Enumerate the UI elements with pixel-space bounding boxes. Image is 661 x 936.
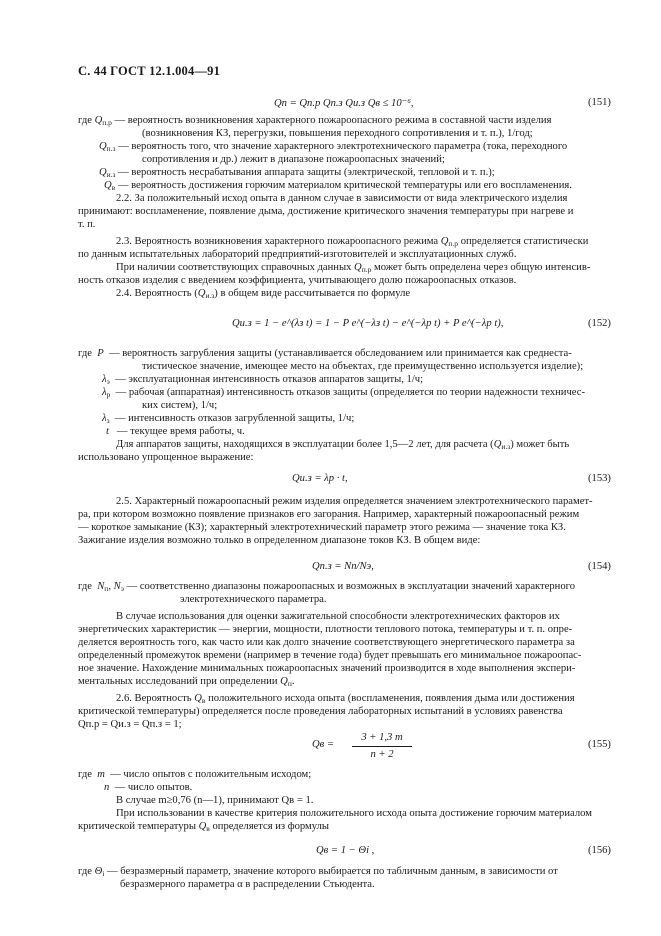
text-line: сопротивления и др.) лежит в диапазоне пожароопасных значений; — [142, 154, 445, 165]
equation-151: Qп = Qп.р Qп.з Qи.з Qв ≤ 10⁻⁶, — [274, 98, 414, 109]
text-line: критической температуры $Q_в$ определяется из формулы — [78, 821, 329, 833]
equation-152: Qи.з = 1 − e^(λз t) = 1 − P e^(−λз t) − e^(−λр t) + P e^(−λр t), — [232, 318, 504, 329]
equation-153: Qи.з = λр · t, — [292, 473, 348, 484]
equation-156: Qв = 1 − Θi , — [316, 845, 375, 856]
text-line: 2.3. Вероятность возникновения характерного пожароопасного режима $Q_{п.р}$ определяется статистически — [116, 236, 589, 248]
text-line: $\lambda_э$ — эксплуатационная интенсивность отказов аппаратов защиты, 1/ч; — [102, 374, 424, 386]
text-line: где P — вероятность загрубления защиты (устанавливается обследованием или принимается как среднеста- — [78, 348, 572, 359]
text-line: ность отказов изделия с введением коэффициента, учитывающего долю пожароопасных отказов. — [78, 275, 517, 286]
equation-154: Qп.з = Nп/Nэ, — [312, 561, 374, 572]
text-line: 2.4. Вероятность $(Q_{и.з})$ в общем виде рассчитывается по формуле — [116, 288, 411, 300]
text-line: деляется вероятность того, как часто или как долго значение соответствующего энергетического параметра за — [78, 637, 575, 648]
text-line: В случае m≥0,76 (n—1), принимают Qв = 1. — [116, 795, 314, 806]
text-line: n — число опытов. — [104, 782, 193, 793]
text-line: (возникновения КЗ, перегрузки, повышения переходного сопротивления и т. п.), 1/год; — [142, 128, 533, 139]
text-line: безразмерного параметра α в распределении Стьюдента. — [120, 879, 375, 890]
text-line: критической температуры) определяется после проведения лабораторных испытаний в условиях равенства — [78, 706, 563, 717]
text-line: Для аппаратов защиты, находящихся в эксплуатации более 1,5—2 лет, для расчета $(Q_{и.з})$ может быть — [116, 439, 570, 451]
text-line: t — текущее время работы, ч. — [106, 426, 245, 437]
text-line: принимают: воспламенение, появление дыма, достижение критического значения температуры при нагреве и — [78, 206, 574, 217]
text-line: 2.2. За положительный исход опыта в данном случае в зависимости от вида электрического изделия — [116, 193, 568, 204]
text-line: Зажигание изделия возможно только в определенном диапазоне токов КЗ. В общем виде: — [78, 535, 481, 546]
text-line: Qп.р = Qи.з = Qп.з = 1; — [78, 719, 182, 730]
text-line: где $Q_{п.р}$ — вероятность возникновения характерного пожароопасного режима в составной части изделия — [78, 115, 552, 127]
text-line: т. п. — [78, 219, 96, 230]
text-line: $Q_в$ — вероятность достижения горючим материалом критической температуры или его воспламенения. — [104, 180, 572, 192]
text-line: При использовании в качестве критерия положительного исхода опыта достижение горючим материалом — [116, 808, 592, 819]
equation-number-153: (153) — [588, 473, 611, 484]
text-line: ное значение. Нахождение минимальных пожароопасных значений производится в ходе выполнения экспери- — [78, 663, 576, 674]
text-line: При наличии соответствующих справочных данных $Q_{п.р}$ может быть определена через общую интенсив- — [116, 262, 591, 274]
text-line: по данным испытательных лабораторий предприятий-изготовителей и эксплуатационных служб. — [78, 249, 517, 260]
equation-number-155: (155) — [588, 739, 611, 750]
fraction-bar — [352, 746, 412, 747]
text-line: ких систем), 1/ч; — [142, 400, 218, 411]
equation-155-denominator: n + 2 — [370, 749, 394, 760]
equation-number-152: (152) — [588, 318, 611, 329]
text-line: использовано упрощенное выражение: — [78, 452, 254, 463]
text-line: ра, при котором возможно появление признаков его загорания. Например, характерный пожароопасный режим — [78, 509, 580, 520]
text-line: определенный промежуток времени (например в течение года) будет превышать его минимальное пожароопас- — [78, 650, 582, 661]
text-line: $Q_{п.з}$ — вероятность того, что значение характерного электротехнического параметра (тока, переходного — [99, 141, 568, 153]
text-line: где m — число опытов с положительным исходом; — [78, 769, 312, 780]
text-line: В случае использования для оценки зажигательной способности электротехнических факторов их — [116, 611, 560, 622]
text-line: 2.5. Характерный пожароопасный режим изделия определяется значением электротехнического парамет- — [116, 496, 593, 507]
text-line: ментальных исследований при определении $Q_п$. — [78, 676, 295, 688]
equation-155-lhs: Qв = — [312, 739, 335, 750]
equation-number-154: (154) — [588, 561, 611, 572]
text-line: $Q_{и.з}$ — вероятность несрабатывания аппарата защиты (электрической, тепловой и т. п.); — [99, 167, 495, 179]
text-line: энергетических характеристик — энергии, мощности, плотности теплового потока, температуры и т. п. опре- — [78, 624, 573, 635]
equation-number-151: (151) — [588, 97, 611, 108]
text-line: где $N_п$, $N_э$ — соответственно диапазоны пожароопасных и возможных в эксплуатации значений характерного — [78, 581, 575, 593]
text-line: — короткое замыкание (КЗ); характерный электротехнический параметр этого режима — значение тока КЗ. — [78, 522, 566, 533]
text-line: где $\Theta_i$ — безразмерный параметр, значение которого выбирается по табличным данным, в зависимости от — [78, 866, 558, 878]
text-line: 2.6. Вероятность $Q_в$ положительного исхода опыта (воспламенения, появления дыма или достижения — [116, 693, 575, 705]
text-line: $\lambda_р$ — рабочая (аппаратная) интенсивность отказов защиты (определяется по теории надежности техничес- — [102, 387, 585, 399]
page-header: С. 44 ГОСТ 12.1.004—91 — [78, 64, 221, 78]
text-line: электротехнического параметра. — [180, 594, 327, 605]
equation-number-156: (156) — [588, 845, 611, 856]
text-line: тистическое значение, имеющее место на объектах, где преимущественно используется изделие); — [142, 361, 584, 372]
text-line: $\lambda_з$ — интенсивность отказов загрубленной защиты, 1/ч; — [102, 413, 355, 425]
equation-155-numerator: 3 + 1,3 m — [361, 732, 403, 743]
